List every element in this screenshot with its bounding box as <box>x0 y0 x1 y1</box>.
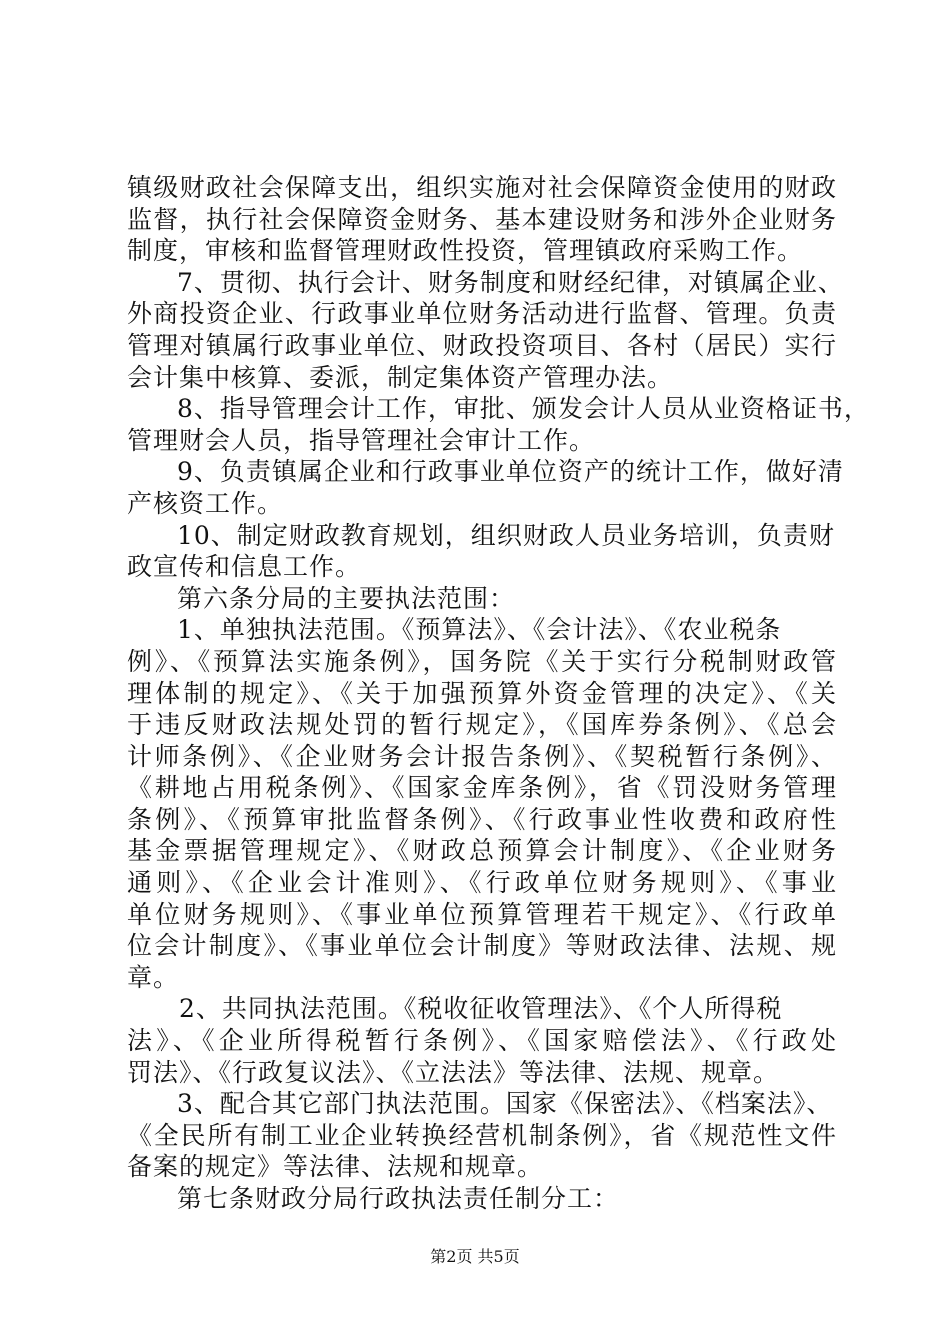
text-line: 通则》、《企业会计准则》、《行政单位财务规则》、《事业 <box>127 868 837 898</box>
text-line: 2、共同执法范围。《税收征收管理法》、《个人所得税 <box>179 994 783 1024</box>
text-line: 《耕地占用税条例》、《国家金库条例》，省《罚没财务管理 <box>127 773 837 803</box>
text-line: 产核资工作。 <box>127 488 284 518</box>
section-heading: 第七条财政分局行政执法责任制分工： <box>177 1184 620 1213</box>
text-line: 法》、《企业所得税暂行条例》、《国家赔偿法》、《行政处 <box>127 1026 837 1056</box>
text-line: 7、贯彻、执行会计、财务制度和财经纪律，对镇属企业、 <box>177 267 844 297</box>
text-line: 9、负责镇属企业和行政事业单位资产的统计工作，做好清 <box>177 457 844 487</box>
text-line: 政宣传和信息工作。 <box>127 552 362 582</box>
text-line: 条例》、《预算审批监督条例》、《行政事业性收费和政府性 <box>127 804 837 834</box>
text-line: 外商投资企业、行政事业单位财务活动进行监督、管理。负责 <box>127 299 837 329</box>
text-line: 罚法》、《行政复议法》、《立法法》等法律、法规、规章。 <box>127 1057 780 1087</box>
text-line: 计师条例》、《企业财务会计报告条例》、《契税暂行条例》、 <box>127 741 837 771</box>
text-line: 监督，执行社会保障资金财务、基本建设财务和涉外企业财务 <box>127 204 837 234</box>
text-line: 1、单独执法范围。《预算法》、《会计法》、《农业税条 <box>177 615 782 645</box>
text-line: 会计集中核算、委派，制定集体资产管理办法。 <box>127 362 674 392</box>
section-heading: 第六条分局的主要执法范围： <box>177 583 516 613</box>
text-line: 位会计制度》、《事业单位会计制度》等财政法律、法规、规 <box>127 931 837 961</box>
text-line: 10、制定财政教育规划，组织财政人员业务培训，负责财 <box>177 520 835 550</box>
text-line: 单位财务规则》、《事业单位预算管理若干规定》、《行政单 <box>127 899 837 929</box>
page-number: 第2页 共5页 <box>430 1247 520 1266</box>
text-line: 8、指导管理会计工作，审批、颁发会计人员从业资格证书， <box>177 394 870 424</box>
text-line: 制度，审核和监督管理财政性投资，管理镇政府采购工作。 <box>127 236 804 266</box>
text-line: 基金票据管理规定》、《财政总预算会计制度》、《企业财务 <box>127 836 837 866</box>
text-line: 《全民所有制工业企业转换经营机制条例》，省《规范性文件 <box>127 1120 837 1150</box>
text-line: 管理财会人员，指导管理社会审计工作。 <box>127 425 596 455</box>
text-line: 章。 <box>127 962 180 992</box>
text-line: 理体制的规定》、《关于加强预算外资金管理的决定》、《关 <box>127 678 837 708</box>
text-line: 管理对镇属行政事业单位、财政投资项目、各村（居民）实行 <box>127 330 837 360</box>
text-line: 于违反财政法规处罚的暂行规定》，《国库券条例》、《总会 <box>127 710 837 740</box>
text-line: 镇级财政社会保障支出，组织实施对社会保障资金使用的财政 <box>127 173 837 202</box>
text-line: 例》、《预算法实施条例》，国务院《关于实行分税制财政管 <box>127 646 837 676</box>
document-body <box>127 172 870 1215</box>
text-line: 备案的规定》等法律、法规和规章。 <box>127 1152 544 1182</box>
text-line: 3、配合其它部门执法范围。国家《保密法》、《档案法》、 <box>177 1089 833 1119</box>
